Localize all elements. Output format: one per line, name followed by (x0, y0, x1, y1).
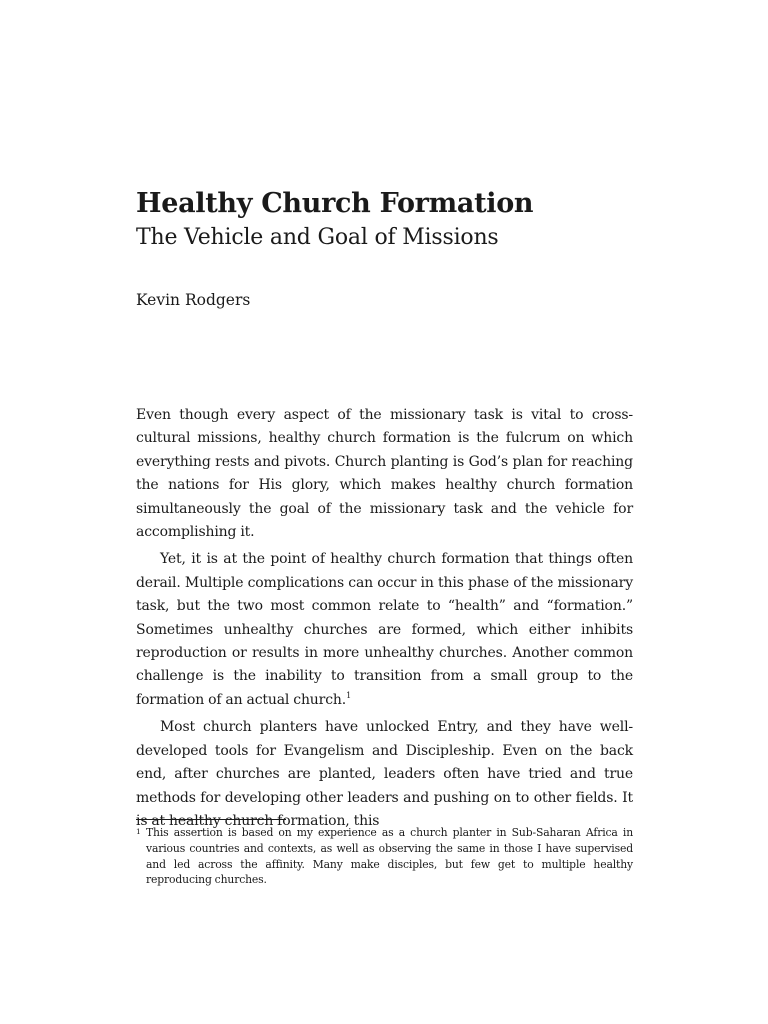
chapter-title: Healthy Church Formation (136, 188, 534, 219)
paragraph-3 (136, 716, 633, 833)
book-page (136, 0, 633, 1024)
footnote-ref[interactable]: 1 (346, 690, 352, 700)
author-name: Kevin Rodgers (136, 291, 251, 309)
paragraph-3-text: Most church planters have unlocked Entry, and they have well-developed tools for Evangelism and Discipleship. Even on the back end, after churches are planted, leaders often have tried and true methods for developing other leaders and pushing on to other fields. It is at healthy church formation, this (136, 719, 633, 829)
paragraph-2-text: Yet, it is at the point of healthy church formation that things often derail. Multiple complications can occur in this phase of the missionary task, but the two most common relate to “health” and “formation.” Sometimes unhealthy churches are formed, which either inhibits reproduction or results in more unhealthy churches. Another common challenge is the inability to transition from a small group to the formation of an actual church. (136, 551, 633, 708)
paragraph-1 (136, 404, 633, 544)
chapter-subtitle: The Vehicle and Goal of Missions (136, 225, 499, 250)
footnote-marker: 1 (136, 827, 141, 836)
footnote-divider (136, 819, 286, 820)
paragraph-2 (136, 548, 633, 712)
body-text (136, 404, 633, 833)
footnote (136, 825, 633, 888)
paragraph-1-text: Even though every aspect of the missionary task is vital to cross-cultural missions, healthy church formation is the fulcrum on which everything rests and pivots. Church planting is God’s plan for reaching the nations for His glory, which makes healthy church formation simultaneously the goal of the missionary task and the vehicle for accomplishing it. (136, 407, 633, 541)
footnote-text: This assertion is based on my experience as a church planter in Sub-Saharan Africa in various countries and contexts, as well as observing the same in those I have supervised and led across the affinity. Many make disciples, but few get to multiple healthy reproducing churches. (146, 826, 633, 887)
